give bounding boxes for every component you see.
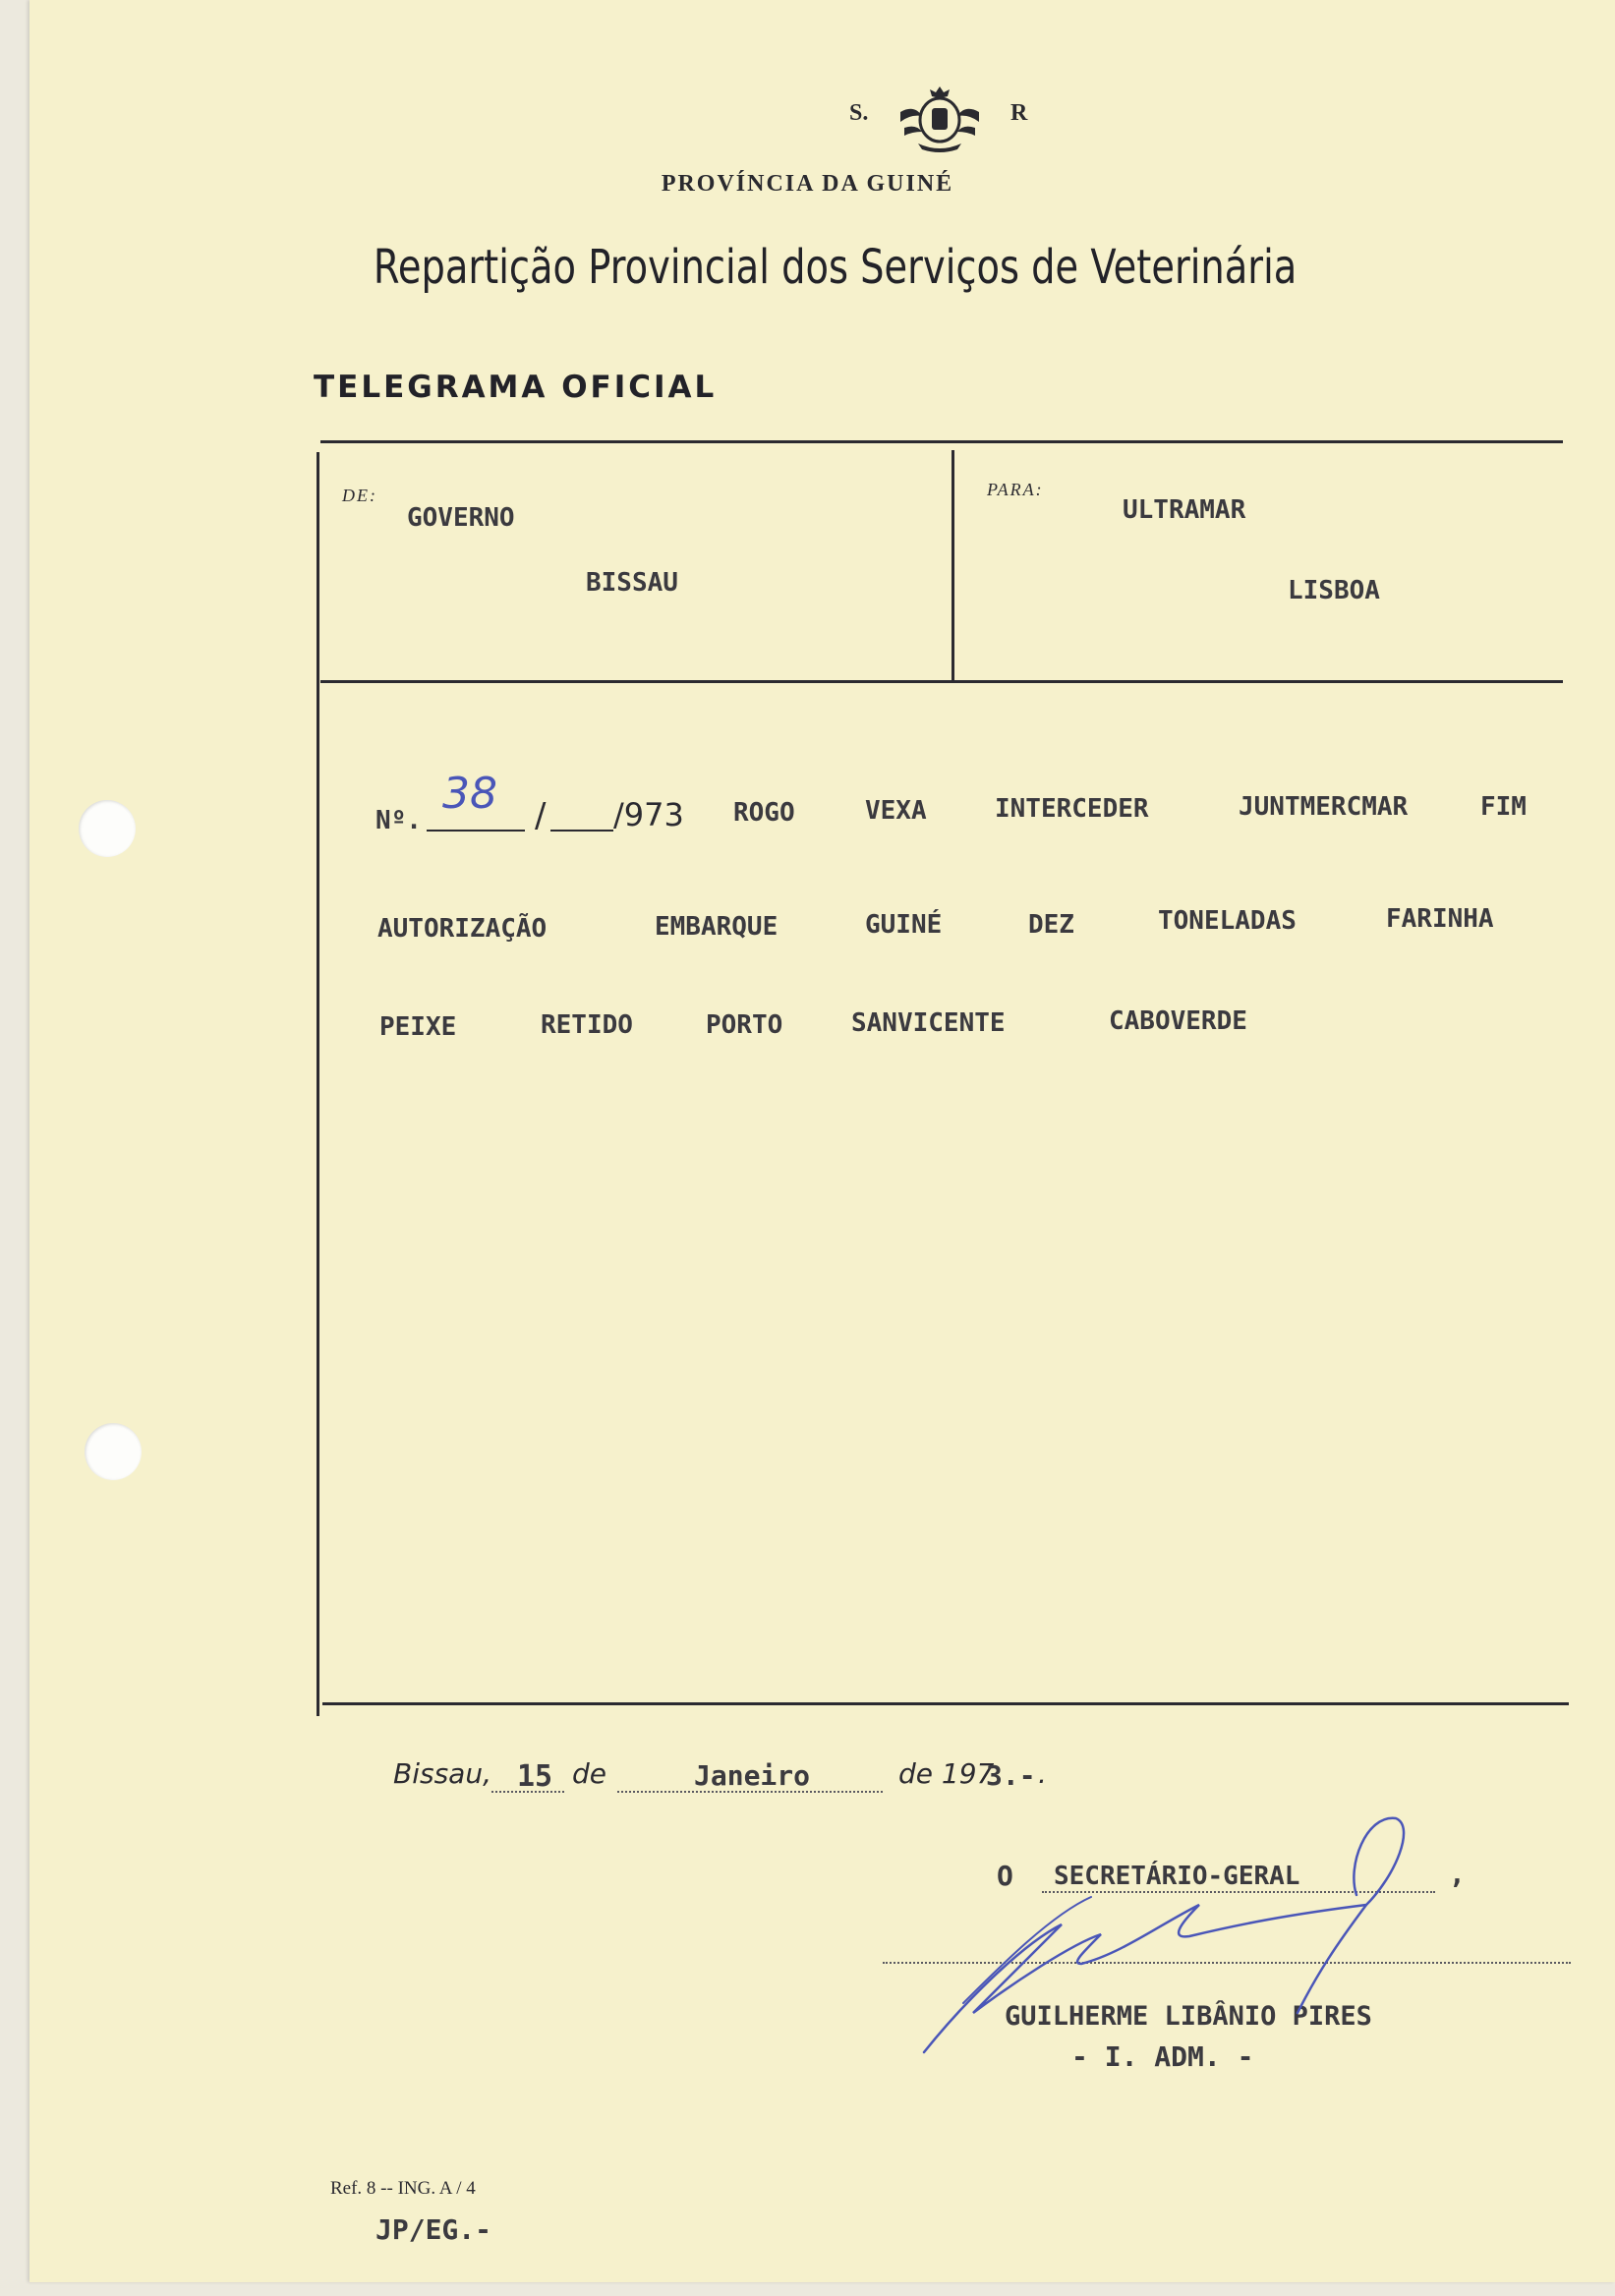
number-blank-2 xyxy=(550,830,613,832)
signature-comma: , xyxy=(1449,1858,1466,1890)
message-word: VEXA xyxy=(865,796,927,826)
frame-divider-vertical xyxy=(952,450,954,680)
from-line-2: BISSAU xyxy=(586,568,678,598)
to-label: PARA: xyxy=(987,480,1044,499)
message-word: INTERCEDER xyxy=(995,794,1149,824)
message-number-handwritten: 38 xyxy=(442,769,497,819)
message-word: TONELADAS xyxy=(1158,906,1297,936)
frame-mid-line xyxy=(320,680,1563,683)
signature-title: SECRETÁRIO-GERAL xyxy=(1054,1862,1300,1891)
message-word: FIM xyxy=(1480,792,1527,822)
from-label: DE: xyxy=(342,486,377,505)
date-day: 15 xyxy=(517,1759,553,1794)
message-word: ROGO xyxy=(733,798,795,828)
province-heading: PROVÍNCIA DA GUINÉ xyxy=(661,171,954,197)
message-word: PEIXE xyxy=(379,1012,457,1042)
frame-top-line xyxy=(320,440,1563,443)
signatory-role: - I. ADM. - xyxy=(1071,2040,1254,2073)
from-line-1: GOVERNO xyxy=(407,503,515,533)
to-line-1: ULTRAMAR xyxy=(1123,495,1246,525)
frame-bottom-line xyxy=(322,1702,1569,1705)
punch-hole-bottom xyxy=(85,1423,142,1480)
message-word: SANVICENTE xyxy=(851,1008,1006,1038)
date-de-1: de xyxy=(572,1757,606,1790)
message-word: AUTORIZAÇÃO xyxy=(377,914,548,944)
message-word: RETIDO xyxy=(541,1010,633,1040)
message-word: GUINÉ xyxy=(865,910,943,940)
message-word: PORTO xyxy=(706,1010,783,1040)
number-blank-1 xyxy=(427,830,525,832)
message-word: EMBARQUE xyxy=(655,912,779,942)
date-month: Janeiro xyxy=(694,1759,811,1792)
frame-left-line xyxy=(317,452,319,1716)
footer-reference: Ref. 8 -- ING. A / 4 xyxy=(330,2178,476,2199)
message-word: DEZ xyxy=(1028,910,1074,940)
date-trailing: . xyxy=(1038,1757,1047,1790)
message-number-suffix: /973 xyxy=(613,796,684,833)
handwritten-signature xyxy=(904,1807,1435,2062)
to-line-2: LISBOA xyxy=(1288,576,1380,605)
document-title: TELEGRAMA OFICIAL xyxy=(314,370,718,405)
message-word: CABOVERDE xyxy=(1109,1006,1247,1036)
letter-r: R xyxy=(1010,100,1028,126)
footer-initials: JP/EG.- xyxy=(375,2213,492,2246)
letter-s: S. xyxy=(849,100,869,126)
message-word: FARINHA xyxy=(1386,904,1494,934)
date-year-end: 3.- xyxy=(986,1759,1036,1792)
coat-of-arms-icon xyxy=(894,83,985,153)
message-number-prefix: Nº. xyxy=(375,806,422,835)
department-heading: Repartição Provincial dos Serviços de Veterinária xyxy=(373,240,1298,295)
message-word: JUNTMERCMAR xyxy=(1239,792,1409,822)
punch-hole-top xyxy=(79,800,136,857)
signatory-name: GUILHERME LIBÂNIO PIRES xyxy=(1005,2001,1372,2032)
date-de-2: de 197 xyxy=(898,1757,995,1790)
number-separator: / xyxy=(535,796,547,835)
signature-title-prefix: O xyxy=(997,1860,1013,1892)
date-place: Bissau, xyxy=(393,1757,491,1790)
